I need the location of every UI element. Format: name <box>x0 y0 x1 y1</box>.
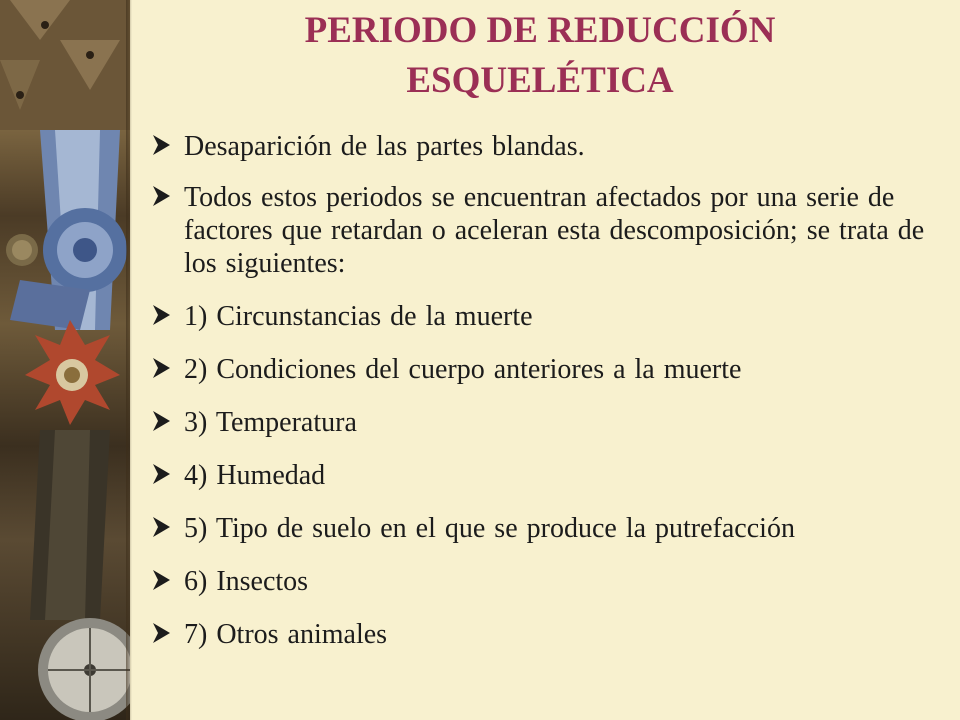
arrowhead-bullet-icon <box>150 461 174 487</box>
bullet-item <box>150 459 940 492</box>
medal-photo-illustration <box>0 0 130 720</box>
arrowhead-bullet-icon <box>150 302 174 328</box>
arrowhead-bullet-icon <box>150 355 174 381</box>
bullet-text: 2) Condiciones del cuerpo anteriores a la muerte <box>184 354 742 385</box>
slide-title-line-2: ESQUELÉTICA <box>406 60 674 101</box>
bullet-text: Desaparición de las partes blandas. <box>184 131 585 162</box>
arrowhead-bullet-icon <box>150 514 174 540</box>
bullet-item <box>150 512 940 545</box>
bullet-item <box>150 353 940 386</box>
arrowhead-bullet-icon <box>150 183 174 209</box>
bullet-text: 5) Tipo de suelo en el que se produce la putrefacción <box>184 513 795 544</box>
arrowhead-bullet-icon <box>150 620 174 646</box>
bullet-item <box>150 618 940 651</box>
bullet-item <box>150 406 940 439</box>
bullet-text: 7) Otros animales <box>184 619 388 650</box>
arrowhead-bullet-icon <box>150 408 174 434</box>
arrowhead-bullet-icon <box>150 567 174 593</box>
bullet-text: 3) Temperatura <box>184 407 357 438</box>
bullet-text: 1) Circunstancias de la muerte <box>184 301 533 332</box>
bullet-item <box>150 130 940 163</box>
bullet-list <box>150 130 940 651</box>
bullet-text: Todos estos periodos se encuentran afectados por una serie de factores que retardan o aceleran esta descomposición; se trata de los siguientes: <box>184 182 925 279</box>
slide-title <box>160 6 920 106</box>
bullet-item <box>150 181 940 280</box>
bullet-item <box>150 565 940 598</box>
bullet-text: 4) Humedad <box>184 460 326 491</box>
bullet-text: 6) Insectos <box>184 566 309 597</box>
arrowhead-bullet-icon <box>150 132 174 158</box>
slide-title-line-1: PERIODO DE REDUCCIÓN <box>304 10 776 51</box>
bullet-item <box>150 300 940 333</box>
photo-edge-shadow <box>126 0 132 720</box>
decorative-medal-photo <box>0 0 130 720</box>
